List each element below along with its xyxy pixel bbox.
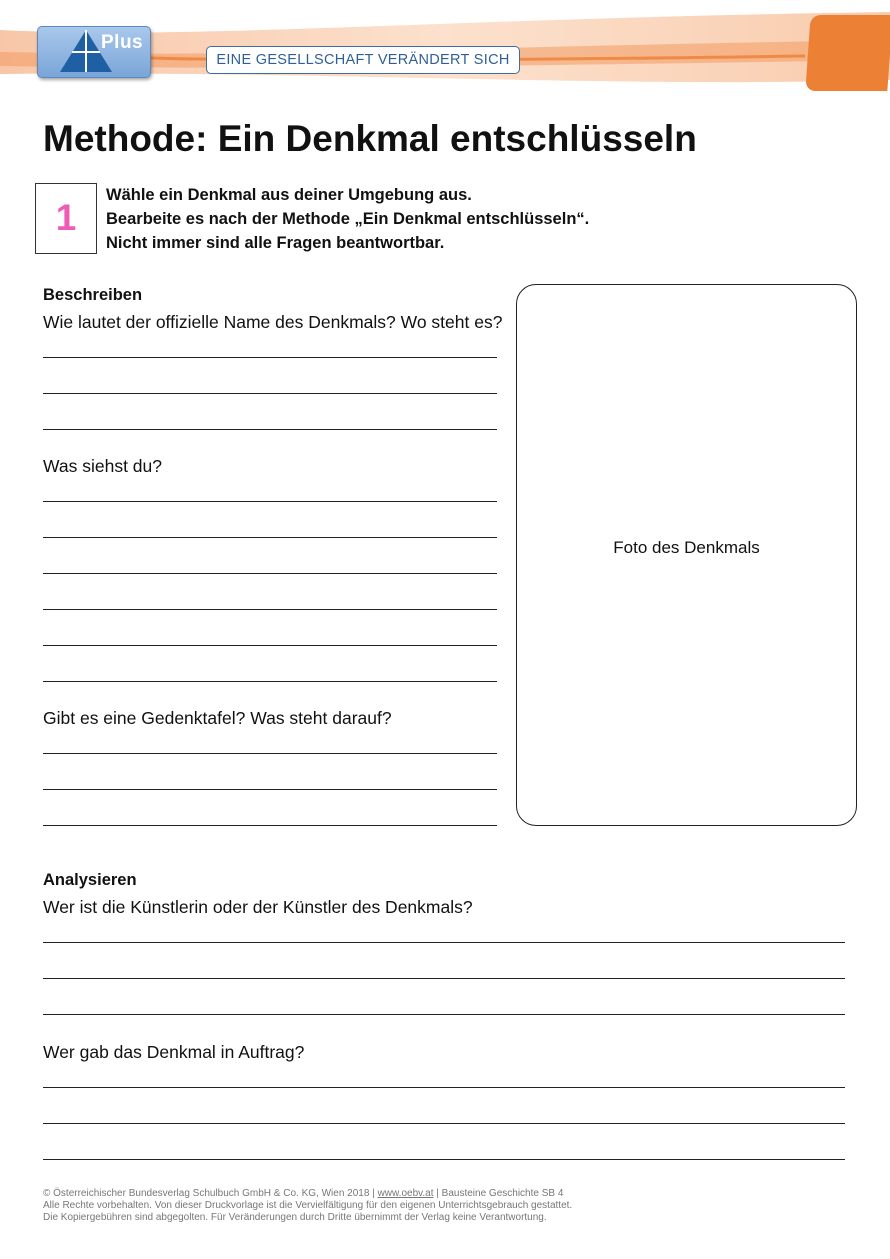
answer-line[interactable] <box>43 681 497 682</box>
answer-line[interactable] <box>43 645 497 646</box>
answer-line[interactable] <box>43 1123 845 1124</box>
answer-line[interactable] <box>43 573 497 574</box>
answer-line[interactable] <box>43 429 497 430</box>
answer-line[interactable] <box>43 753 497 754</box>
task-instruction-1: Wähle ein Denkmal aus deiner Umgebung aus. <box>106 186 472 204</box>
answer-line[interactable] <box>43 537 497 538</box>
section-heading-analyze: Analysieren <box>43 871 137 889</box>
answer-line[interactable] <box>43 609 497 610</box>
answer-line[interactable] <box>43 393 497 394</box>
question-name-location: Wie lautet der offizielle Name des Denkmals? Wo steht es? <box>43 312 503 332</box>
footer-copyright <box>43 1188 563 1199</box>
footer-rights: Alle Rechte vorbehalten. Von dieser Druckvorlage ist die Vervielfältigung für den eigenen Unterrichtsgebrauch gestattet. <box>43 1200 573 1211</box>
question-artist: Wer ist die Künstlerin oder der Künstler des Denkmals? <box>43 897 473 917</box>
task-instruction-2: Bearbeite es nach der Methode „Ein Denkmal entschlüsseln“. <box>106 210 590 228</box>
answer-line[interactable] <box>43 1014 845 1015</box>
answer-line[interactable] <box>43 978 845 979</box>
answer-line[interactable] <box>43 1087 845 1088</box>
question-commissioned-by: Wer gab das Denkmal in Auftrag? <box>43 1042 305 1062</box>
question-what-do-you-see: Was siehst du? <box>43 456 162 476</box>
page-title: Methode: Ein Denkmal entschlüsseln <box>43 118 697 159</box>
answer-line[interactable] <box>43 1159 845 1160</box>
footer-book-title: | Bausteine Geschichte SB 4 <box>433 1188 564 1199</box>
photo-label: Foto des Denkmals <box>613 538 760 557</box>
answer-line[interactable] <box>43 825 497 826</box>
question-memorial-plaque: Gibt es eine Gedenktafel? Was steht darauf? <box>43 708 392 728</box>
task-number: 1 <box>35 183 97 254</box>
logo-text: Plus <box>101 32 144 53</box>
task-instruction-3: Nicht immer sind alle Fragen beantwortbar. <box>106 234 445 252</box>
publisher-link[interactable]: www.oebv.at <box>377 1188 434 1199</box>
answer-line[interactable] <box>43 357 497 358</box>
answer-line[interactable] <box>43 501 497 502</box>
answer-line[interactable] <box>43 942 845 943</box>
answer-line[interactable] <box>43 789 497 790</box>
footer-disclaimer: Die Kopiergebühren sind abgegolten. Für Veränderungen durch Dritte übernimmt der Verlag keine Verantwortung. <box>43 1212 547 1223</box>
footer-copyright-text: © Österreichischer Bundesverlag Schulbuch GmbH & Co. KG, Wien 2018 | <box>43 1188 378 1199</box>
section-heading-describe: Beschreiben <box>43 286 143 304</box>
series-title: EINE GESELLSCHAFT VERÄNDERT SICH <box>206 46 520 74</box>
orange-corner-block <box>805 15 890 91</box>
